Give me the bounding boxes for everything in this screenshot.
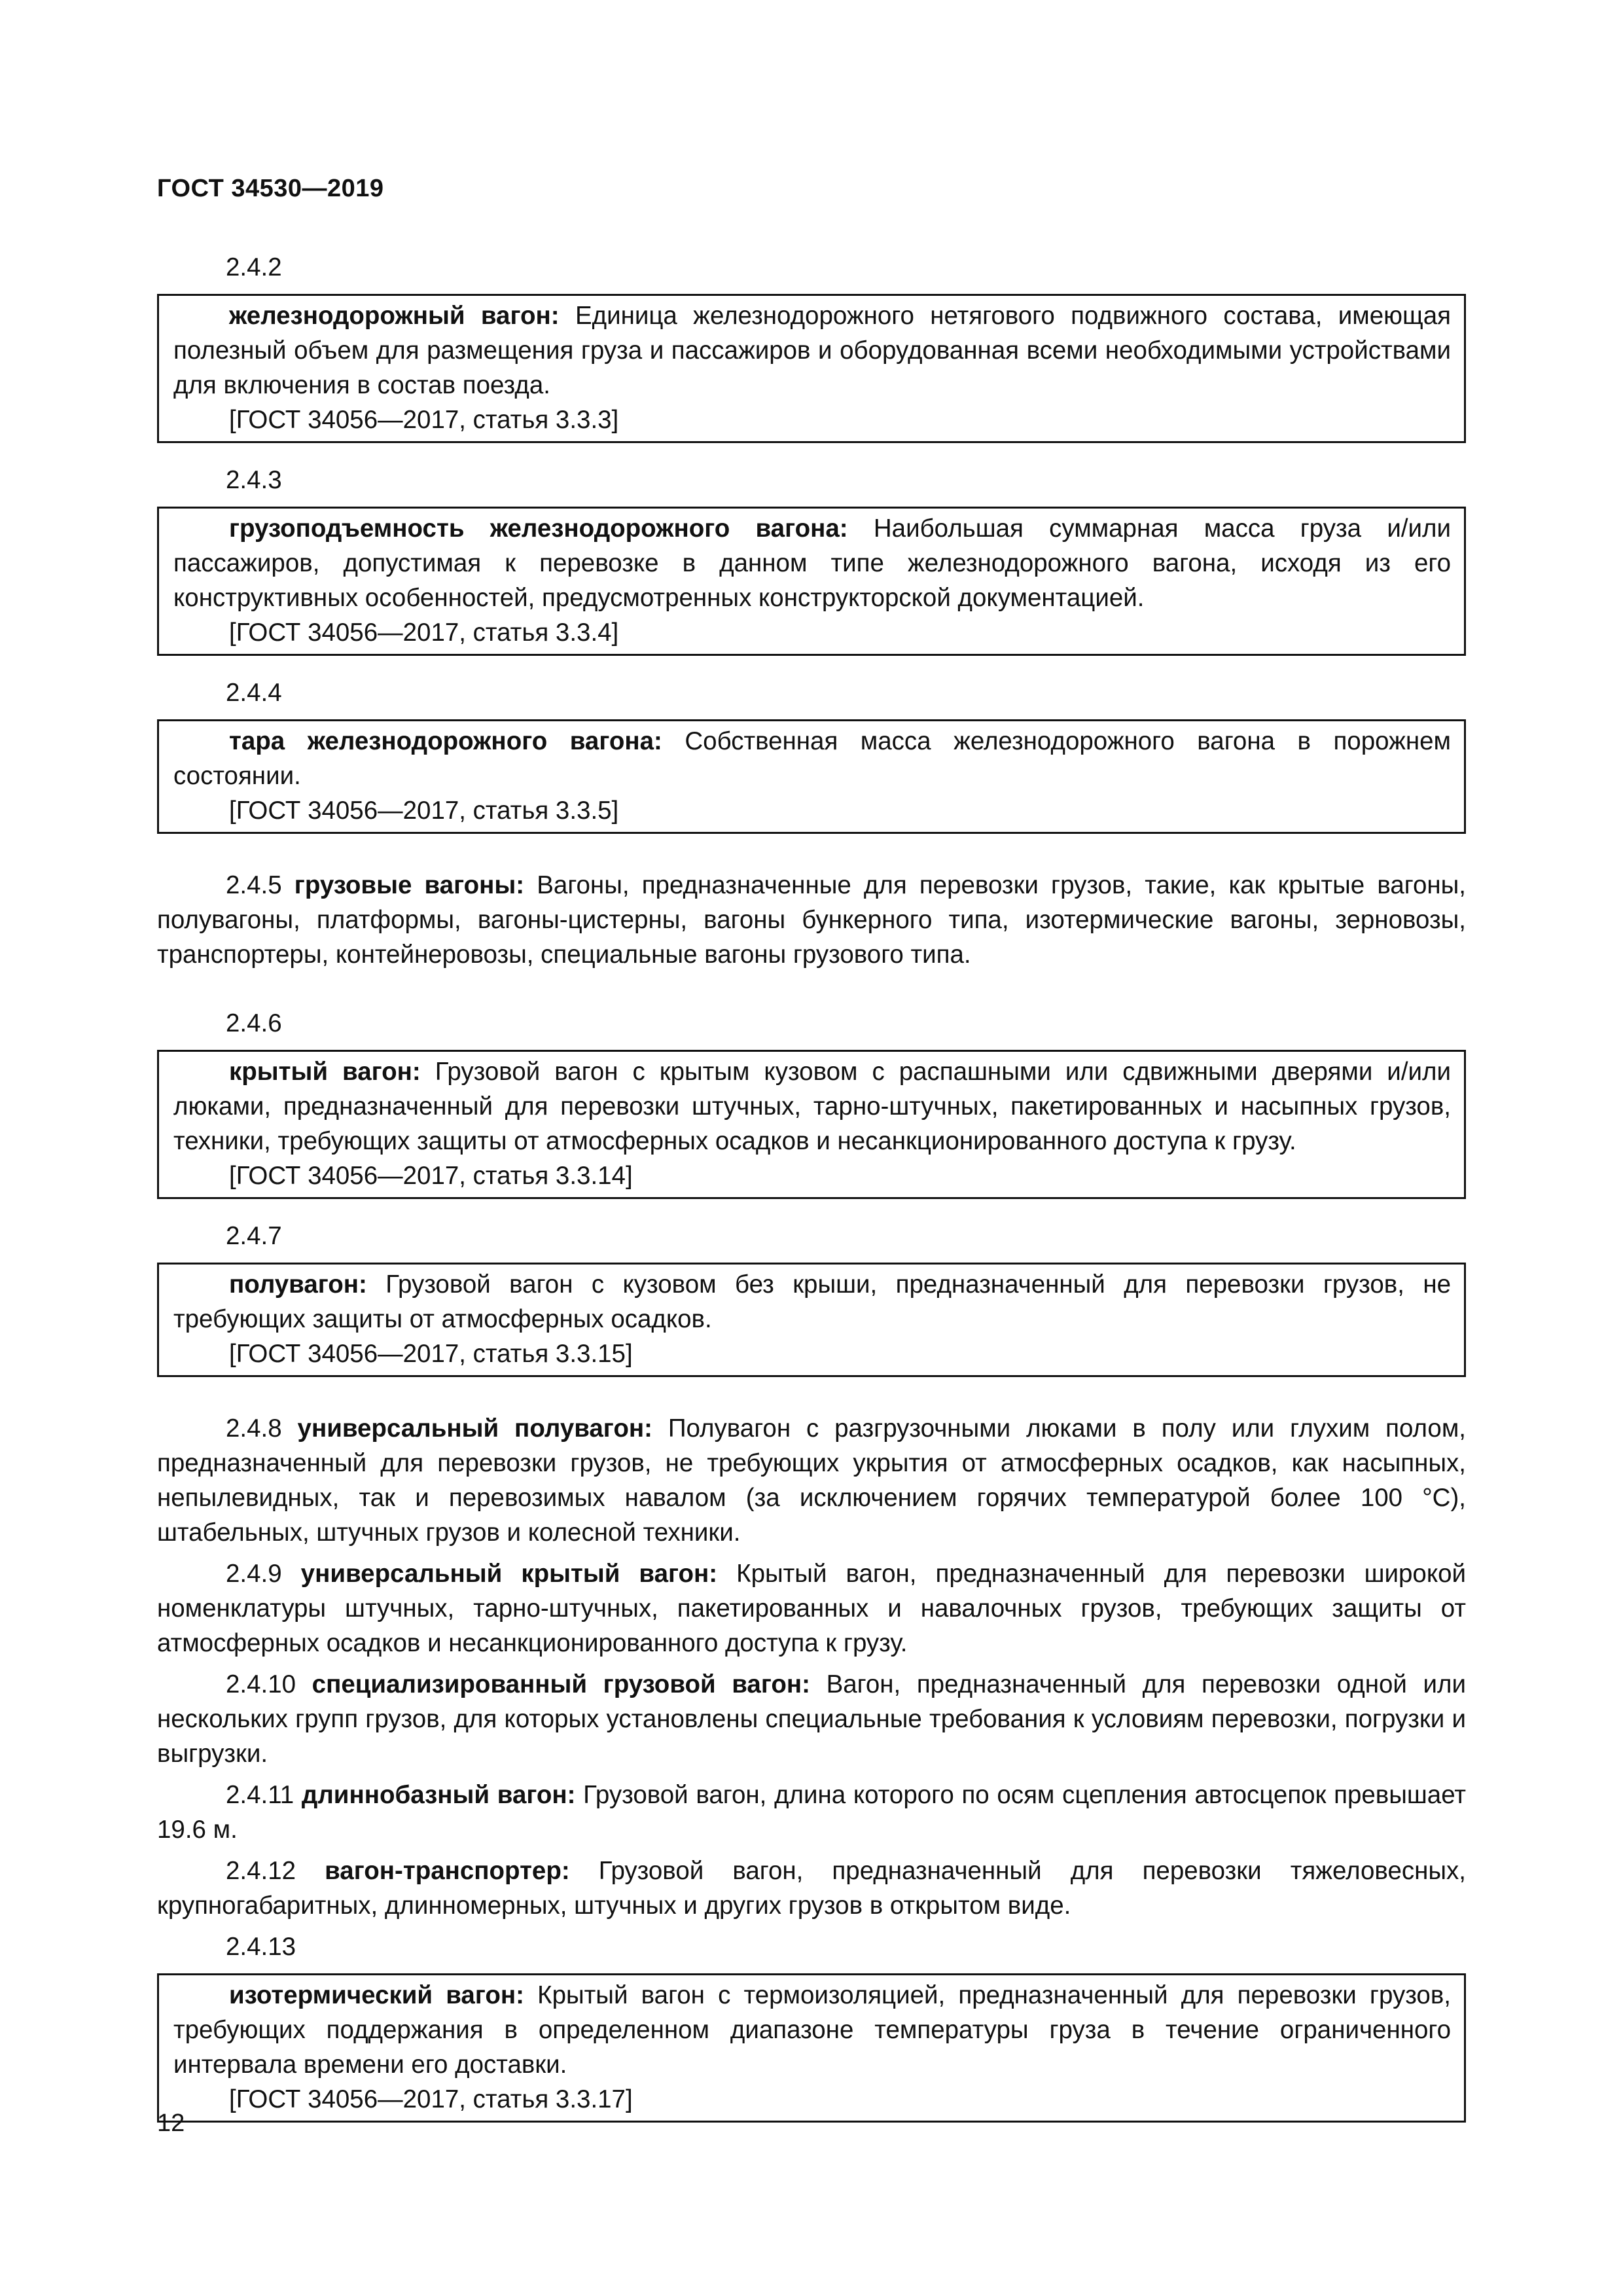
term-name: железнодорожный вагон: [229, 302, 560, 330]
term-name: вагон-транспортер: [325, 1857, 570, 1885]
term-source: [ГОСТ 34056—2017, статья 3.3.4] [229, 619, 619, 647]
term-definition [173, 1978, 1451, 2082]
term-definition [173, 1054, 1451, 1158]
term-text: Крытый вагон с термоизоляцией, предназначенный для перевозки грузов, требующих поддержания в определенном диапазоне температуры груза в течение ограниченного интервала времени его доставки. [173, 1981, 1451, 2079]
clause-number: 2.4.10 [226, 1670, 296, 1698]
term-source: [ГОСТ 34056—2017, статья 3.3.14] [229, 1162, 633, 1190]
term-text: Вагоны, предназначенные для перевозки грузов, такие, как крытые вагоны, полувагоны, платформы, вагоны-цистерны, вагоны бункерного типа, изотермические вагоны, зерновозы, транспортеры, контейнеровозы, специальные вагоны грузового типа. [157, 871, 1466, 969]
term-text: Грузовой вагон, предназначенный для перевозки тяжеловесных, крупногабаритных, длинномерных, штучных и других грузов в открытом виде. [157, 1857, 1466, 1920]
clause-number: 2.4.13 [226, 1933, 296, 1961]
term-source: [ГОСТ 34056—2017, статья 3.3.17] [229, 2085, 633, 2113]
term-definition [173, 511, 1451, 615]
term-text: Единица железнодорожного нетягового подвижного состава, имеющая полезный объем для размещения груза и пассажиров и оборудованная всеми необходимыми устройствами для включения в состав поезда. [173, 302, 1451, 399]
clause-paragraph [157, 1667, 1466, 1771]
term-name: изотермический вагон: [229, 1981, 524, 2009]
term-definition [173, 724, 1451, 793]
standard-header: ГОСТ 34530—2019 [157, 175, 384, 202]
clause-number: 2.4.3 [226, 466, 282, 494]
terms-section [157, 250, 1466, 2123]
clause-number: 2.4.7 [226, 1222, 282, 1250]
clause-number: 2.4.4 [226, 679, 282, 707]
term-source: [ГОСТ 34056—2017, статья 3.3.5] [229, 797, 619, 825]
term-definition [173, 1267, 1451, 1336]
term-name: грузоподъемность железнодорожного вагона: [229, 514, 848, 543]
clause-paragraph [157, 868, 1466, 972]
clause-paragraph [157, 1854, 1466, 1923]
page-number: 12 [157, 2109, 185, 2137]
clause-number: 2.4.8 [226, 1414, 282, 1443]
clause-number: 2.4.11 [226, 1781, 294, 1809]
term-name: специализированный грузовой вагон: [312, 1670, 810, 1698]
clause-paragraph [157, 1556, 1466, 1660]
term-text: Грузовой вагон, длина которого по осям сцепления автосцепок превышает 19.6 м. [157, 1781, 1466, 1844]
term-name: крытый вагон: [229, 1058, 421, 1086]
term-text: Крытый вагон, предназначенный для перевозки широкой номенклатуры штучных, тарно-штучных, пакетированных и навалочных грузов, требующих защиты от атмосферных осадков и несанкционированного доступа к грузу. [157, 1560, 1467, 1657]
clause-number: 2.4.9 [226, 1560, 282, 1588]
clause-number: 2.4.12 [226, 1857, 296, 1885]
clause-number: 2.4.5 [226, 871, 282, 899]
term-name: тара железнодорожного вагона: [229, 727, 662, 755]
term-definition [173, 298, 1451, 403]
term-box [157, 1263, 1466, 1377]
term-name: универсальный крытый вагон: [300, 1560, 718, 1588]
clause-paragraph [157, 1778, 1466, 1847]
term-name: универсальный полувагон: [297, 1414, 652, 1443]
term-source: [ГОСТ 34056—2017, статья 3.3.15] [229, 1340, 633, 1368]
clause-number: 2.4.2 [226, 253, 282, 281]
term-text: Грузовой вагон с кузовом без крыши, предназначенный для перевозки грузов, не требующих защиты от атмосферных осадков. [173, 1270, 1451, 1333]
clause-paragraph [157, 1411, 1466, 1550]
term-box [157, 1973, 1466, 2123]
term-box [157, 719, 1466, 834]
term-name: полувагон: [229, 1270, 367, 1299]
clause-number: 2.4.6 [226, 1009, 282, 1037]
term-text: Вагон, предназначенный для перевозки одной или нескольких групп грузов, для которых установлены специальные требования к условиям перевозки, погрузки и выгрузки. [157, 1670, 1466, 1768]
term-name: грузовые вагоны: [294, 871, 525, 899]
term-box [157, 1050, 1466, 1199]
term-box [157, 507, 1466, 656]
term-text: Наибольшая суммарная масса груза и/или пассажиров, допустимая к перевозке в данном типе железнодорожного вагона, исходя из его конструктивных особенностей, предусмотренных конструкторской документацией. [173, 514, 1452, 612]
term-name: длиннобазный вагон: [301, 1781, 576, 1809]
term-box [157, 294, 1466, 443]
term-text: Собственная масса железнодорожного вагона в порожнем состоянии. [173, 727, 1451, 790]
term-source: [ГОСТ 34056—2017, статья 3.3.3] [229, 406, 619, 434]
term-text: Полувагон с разгрузочными люками в полу или глухим полом, предназначенный для перевозки грузов, не требующих укрытия от атмосферных осадков, как насыпных, непылевидных, так и перевозимых навалом (за исключением горячих температурой более 100 °С), штабельных, штучных грузов и колесной техники. [157, 1414, 1466, 1547]
term-text: Грузовой вагон с крытым кузовом с распашными или сдвижными дверями и/или люками, предназначенный для перевозки штучных, тарно-штучных, пакетированных и насыпных грузов, техники, требующих защиты от атмосферных осадков и несанкционированного доступа к грузу. [173, 1058, 1451, 1155]
